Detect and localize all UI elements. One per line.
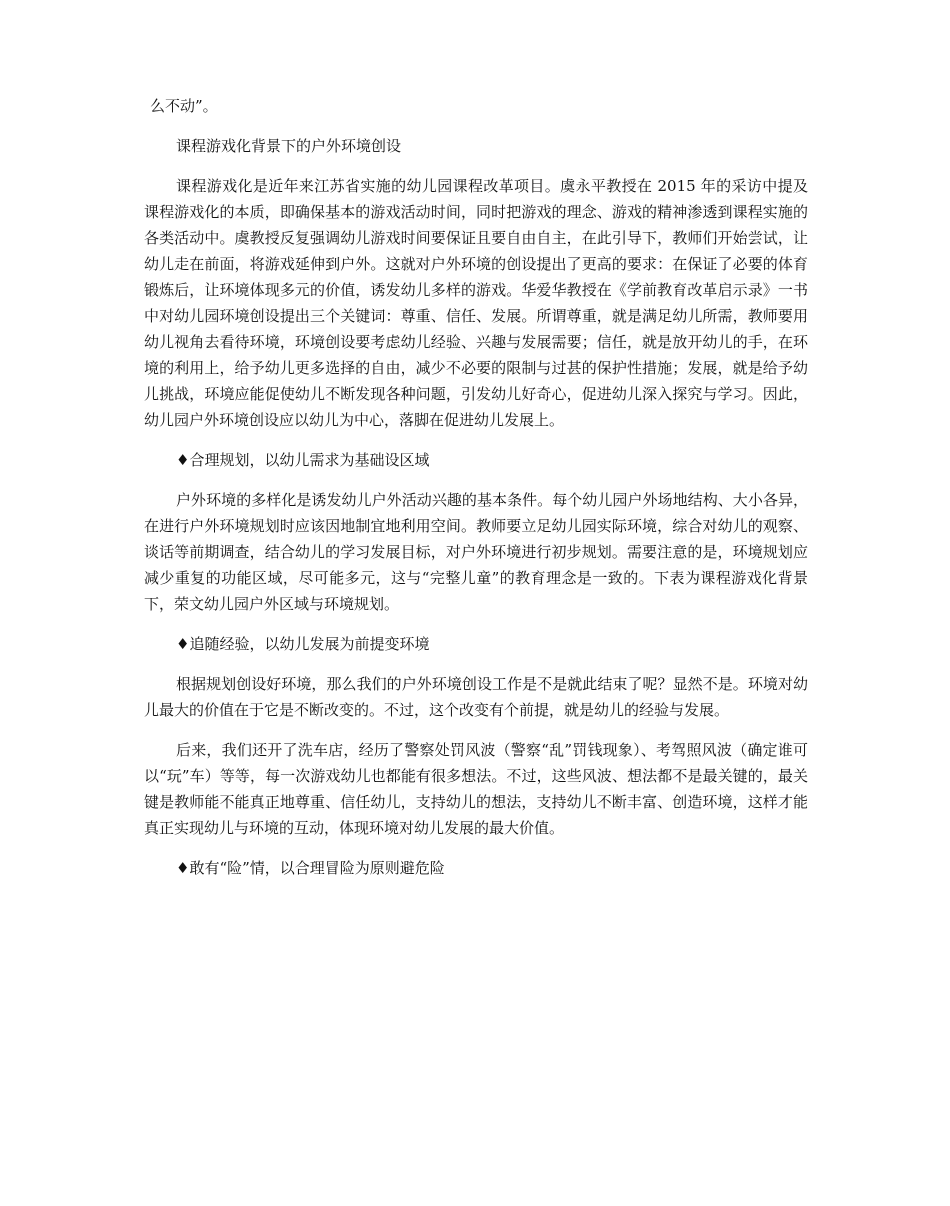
document-page	[144, 93, 808, 881]
continued-text-fragment: 么不动”。	[150, 97, 218, 115]
paragraph-curriculum-gamification: 课程游戏化是近年来江苏省实施的幼儿园课程改革项目。虞永平教授在 2015 年的采访中提及课程游戏化的本质，即确保基本的游戏活动时间，同时把游戏的理念、游戏的精神渗透到课程实施的各类活动中。虞教授反复强调幼儿游戏时间要保证且要自由自主，在此引导下，教师们开始尝试，让幼儿走在前面，将游戏延伸到户外。这就对户外环境的创设提出了更高的要求：在保证了必要的体育锻炼后，让环境体现多元的价值，诱发幼儿多样的游戏。华爱华教授在《学前教育改革启示录》一书中对幼儿园环境创设提出三个关键词：尊重、信任、发展。所谓尊重，就是满足幼儿所需，教师要用幼儿视角去看待环境，环境创设要考虑幼儿经验、兴趣与发展需要；信任，就是放开幼儿的手，在环境的利用上，给予幼儿更多选择的自由，减少不必要的限制与过甚的保护性措施；发展，就是给予幼儿挑战，环境应能促使幼儿不断发现各种问题，引发幼儿好奇心，促进幼儿深入探究与学习。因此，幼儿园户外环境创设应以幼儿为中心，落脚在促进幼儿发展上。	[144, 177, 808, 429]
subheading-risk: ♦敢有“险”情，以合理冒险为原则避危险	[176, 859, 445, 877]
paragraph-environment-change: 根据规划创设好环境，那么我们的户外环境创设工作是不是就此结束了呢？显然不是。环境对幼儿最大的价值在于它是不断改变的。不过，这个改变有个前提，就是幼儿的经验与发展。	[144, 675, 808, 719]
paragraph-planning: 户外环境的多样化是诱发幼儿户外活动兴趣的基本条件。每个幼儿园户外场地结构、大小各异，在进行户外环境规划时应该因地制宜地利用空间。教师要立足幼儿园实际环境，综合对幼儿的观察、谈话等前期调查，结合幼儿的学习发展目标，对户外环境进行初步规划。需要注意的是，环境规划应减少重复的功能区域，尽可能多元，这与“完整儿童”的教育理念是一致的。下表为课程游戏化背景下，荣文幼儿园户外区域与环境规划。	[144, 491, 808, 613]
section-heading-curriculum-gamification: 课程游戏化背景下的户外环境创设	[176, 137, 402, 155]
subheading-planning: ♦合理规划，以幼儿需求为基础设区域	[176, 451, 430, 469]
paragraph-car-wash: 后来，我们还开了洗车店，经历了警察处罚风波（警察“乱”罚钱现象）、考驾照风波（确定谁可以“玩”车）等等，每一次游戏幼儿也都能有很多想法。不过，这些风波、想法都不是最关键的，最关键是教师能不能真正地尊重、信任幼儿，支持幼儿的想法，支持幼儿不断丰富、创造环境，这样才能真正实现幼儿与环境的互动，体现环境对幼儿发展的最大价值。	[144, 741, 808, 837]
subheading-following-experience: ♦追随经验，以幼儿发展为前提变环境	[176, 635, 430, 653]
